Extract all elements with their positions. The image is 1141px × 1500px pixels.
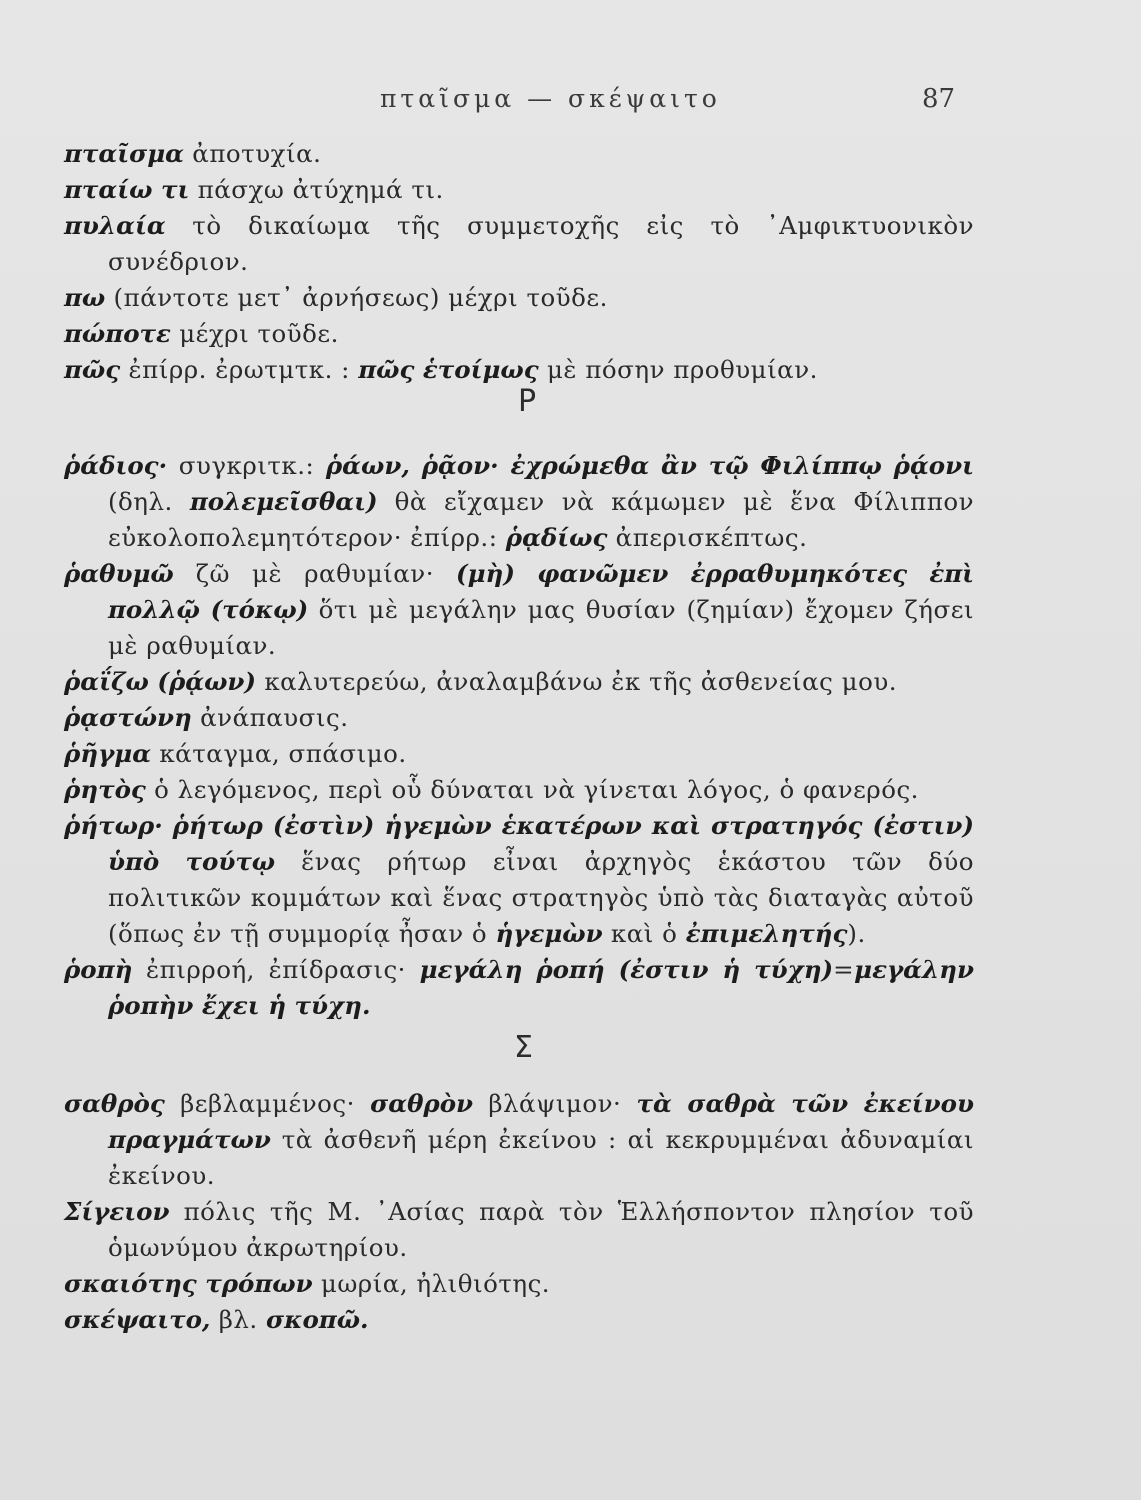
phrase: μεγάλη ῥοπή (ἐστιν ἡ τύχη) [419, 955, 834, 984]
entries-sigma [64, 1086, 974, 1338]
lemma: πταῖσμα [64, 139, 184, 168]
entry [64, 736, 974, 772]
gloss: πόλις τῆς Μ. ᾿Ασίας παρὰ τὸν Ἑλλήσποντον πλησίον τοῦ ὁμωνύμου ἀκρωτηρίου. [108, 1197, 974, 1262]
entry [64, 136, 974, 172]
phrase: (μὴ) φανῶμεν ἐρραθυμηκότες ἐπὶ πολλῷ (τόκῳ) [108, 559, 975, 624]
gloss: βλάψιμον· [473, 1089, 637, 1118]
gloss: μωρία, ἠλιθιότης. [312, 1269, 551, 1298]
gloss: ). [847, 919, 866, 948]
section-letter-rho: Ρ [518, 384, 537, 419]
lemma: ῥαΐζω (ῥᾴων) [64, 667, 257, 696]
lemma: ῥᾳστώνη [64, 703, 192, 732]
entry [64, 772, 974, 808]
entry [64, 700, 974, 736]
lemma: σκαιότης τρόπων [64, 1269, 313, 1298]
gloss: πάσχω ἀτύχημά τι. [189, 175, 444, 204]
gloss: βεβλαμμένος· [164, 1089, 371, 1118]
gloss: (πάντοτε μετ᾿ ἀρνήσεως) μέχρι τοῦδε. [105, 283, 608, 312]
lemma: πταίω τι [64, 175, 190, 204]
entry [64, 1086, 974, 1194]
entries-rho [64, 448, 974, 1024]
gloss: συγκριτκ.: [167, 451, 326, 480]
running-head [0, 84, 1141, 120]
entry [64, 352, 974, 388]
phrase: πολεμεῖσθαι) [189, 487, 378, 516]
entry [64, 664, 974, 700]
phrase: ῥήτωρ (ἐστὶν) ἡγεμὼν ἑκατέρων καὶ στρατηγός (ἐστιν) ὑπὸ τούτῳ [108, 811, 974, 876]
running-title: πταῖσμα — σκέψαιτο [380, 84, 721, 113]
entry [64, 172, 974, 208]
phrase: τὰ σαθρὰ τῶν ἐκείνου πραγμάτων [108, 1089, 974, 1154]
gloss: ἐπίρρ. ἐρωτμτκ. : [120, 355, 359, 384]
phrase: πῶς ἑτοίμως [358, 355, 539, 384]
entry [64, 208, 974, 280]
gloss: = [833, 955, 855, 984]
entry [64, 1194, 974, 1266]
lemma: ῥητὸς [64, 775, 146, 804]
lemma: Σίγειον [64, 1197, 170, 1226]
entry [64, 280, 974, 316]
gloss: βλ. [210, 1305, 267, 1334]
gloss: ὅτι μὲ μεγάλην μας θυσίαν (ζημίαν) ἔχομεν ζήσει μὲ ραθυμίαν. [108, 595, 974, 660]
phrase: ῥᾳδίως [505, 523, 608, 552]
phrase: σκοπῶ. [266, 1305, 369, 1334]
gloss: καὶ ὁ [602, 919, 686, 948]
entry [64, 1302, 974, 1338]
lemma: σαθρὸς [64, 1089, 165, 1118]
lemma: πυλαία [64, 211, 166, 240]
gloss: ὁ λεγόμενος, περὶ οὗ δύναται νὰ γίνεται λόγος, ὁ φανερός. [145, 775, 919, 804]
page-number: 87 [922, 84, 956, 114]
lemma: ῥῆγμα [64, 739, 152, 768]
lemma: πω [64, 283, 106, 312]
phrase: ῥάων, ῥᾷον· ἐχρώμεθα ἂν τῷ Φιλίππῳ ῥᾴονι [325, 451, 974, 480]
gloss: ἀπερισκέπτως. [607, 523, 808, 552]
gloss: μὲ πόσην προθυμίαν. [538, 355, 818, 384]
section-letter-sigma: Σ [514, 1030, 533, 1065]
phrase: σαθρὸν [370, 1089, 474, 1118]
gloss: ἀποτυχία. [183, 139, 322, 168]
lemma: πώποτε [64, 319, 171, 348]
gloss: μέχρι τοῦδε. [170, 319, 339, 348]
entry [64, 448, 974, 556]
lemma: πῶς [64, 355, 121, 384]
gloss: τὸ δικαίωμα τῆς συμμετοχῆς εἰς τὸ ᾿Αμφικτυονικὸν συνέδριον. [108, 211, 974, 276]
gloss: κάταγμα, σπάσιμο. [151, 739, 407, 768]
entries-pi [64, 136, 974, 388]
lemma: ῥήτωρ· [64, 811, 163, 840]
gloss [163, 811, 173, 840]
entry [64, 556, 974, 664]
lemma: ῥάδιος· [64, 451, 168, 480]
phrase: μεγάλην ῥοπὴν ἔχει ἡ τύχη. [108, 955, 974, 1020]
gloss: (δηλ. [108, 487, 190, 516]
gloss: ζῶ μὲ ραθυμίαν· [173, 559, 457, 588]
gloss: ἀνάπαυσις. [191, 703, 349, 732]
phrase: ἡγεμὼν [495, 919, 603, 948]
entry [64, 316, 974, 352]
entry [64, 952, 974, 1024]
gloss: ἕνας ρήτωρ εἶναι ἀρχηγὸς ἑκάστου τῶν δύο πολιτικῶν κομμάτων καὶ ἕνας στρατηγὸς ὑπὸ τὰς διαταγὰς αὐτοῦ (ὅπως ἐν τῇ συμμορίᾳ ἦσαν ὁ [108, 847, 974, 948]
gloss: θὰ εἴχαμεν νὰ κάμωμεν μὲ ἕνα Φίλιππον εὐκολοπολεμητότερον· ἐπίρρ.: [108, 487, 974, 552]
gloss: ἐπιρροή, ἐπίδρασις· [132, 955, 420, 984]
entry [64, 1266, 974, 1302]
gloss: τὰ ἀσθενῆ μέρη ἐκείνου : αἱ κεκρυμμέναι ἀδυναμίαι ἐκείνου. [108, 1125, 974, 1190]
entry [64, 808, 974, 952]
lemma: ῥοπὴ [64, 955, 133, 984]
gloss: καλυτερεύω, ἀναλαμβάνω ἐκ τῆς ἀσθενείας μου. [256, 667, 898, 696]
lemma: σκέψαιτο, [64, 1305, 211, 1334]
lemma: ῥαθυμῶ [64, 559, 174, 588]
phrase: ἐπιμελητής [685, 919, 848, 948]
